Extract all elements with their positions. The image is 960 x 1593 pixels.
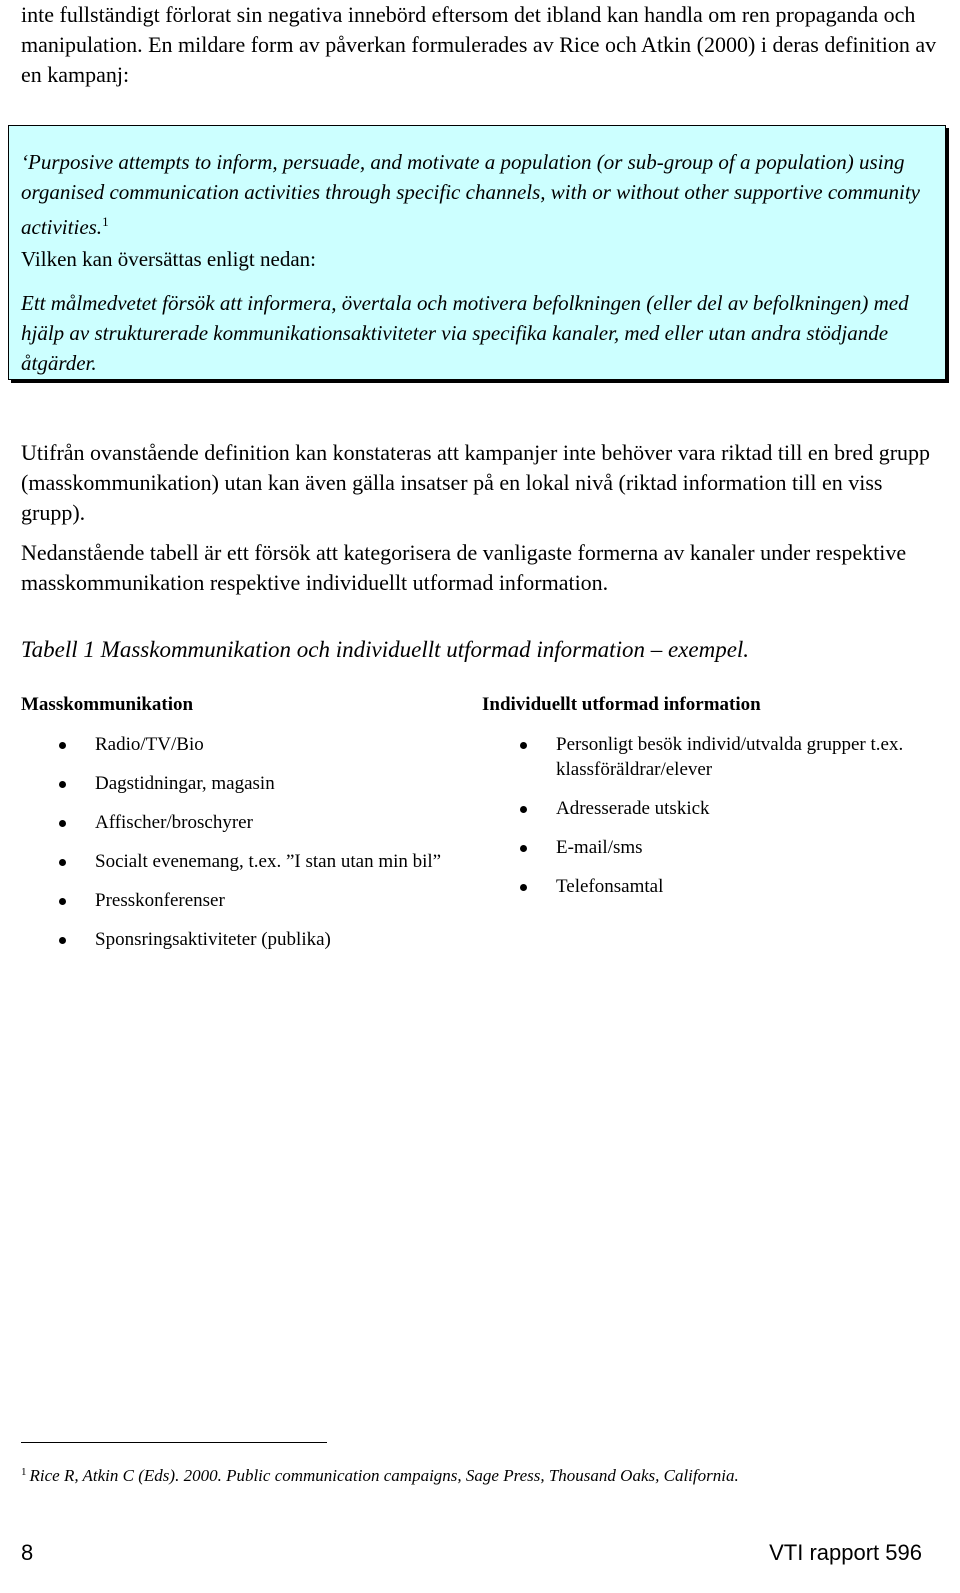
list-item <box>59 771 454 796</box>
definition-box <box>8 125 946 380</box>
list-item-text: Adresserade utskick <box>556 798 710 819</box>
list-item-text: Presskonferenser <box>95 890 225 911</box>
bullet-icon <box>59 781 66 788</box>
list-item <box>59 810 454 835</box>
footnote-reference[interactable]: 1 <box>102 214 109 229</box>
quote-text: ‘Purposive attempts to inform, persuade, and motivate a population (or sub-group of a population) using organised communication activities through specific channels, with or without other supportive community activities. <box>21 150 921 239</box>
individual-information-list <box>520 732 915 913</box>
footnote-number: 1 <box>21 1466 27 1478</box>
list-item-text: Dagstidningar, magasin <box>95 773 275 794</box>
list-item <box>59 849 454 874</box>
bullet-icon <box>59 859 66 866</box>
bullet-icon <box>59 898 66 905</box>
page-number: 8 <box>21 1540 34 1565</box>
bullet-icon <box>520 742 527 749</box>
english-definition-quote <box>21 147 936 242</box>
table-caption: Tabell 1 Masskommunikation och individuellt utformad information – exempel. <box>21 637 750 662</box>
footnote-text: Rice R, Atkin C (Eds). 2000. Public communication campaigns, Sage Press, Thousand Oaks, California. <box>29 1466 739 1485</box>
bullet-icon <box>59 820 66 827</box>
list-item-text: Telefonsamtal <box>556 876 664 897</box>
list-item <box>59 888 454 913</box>
list-item-text: Socialt evenemang, t.ex. ”I stan utan min bil” <box>95 851 442 872</box>
footnote <box>21 1466 739 1486</box>
list-item <box>59 732 454 757</box>
translation-lead: Vilken kan översättas enligt nedan: <box>21 247 316 271</box>
swedish-translation: Ett målmedvetet försök att informera, övertala och motivera befolkningen (eller del av befolkningen) med hjälp av strukturerade kommunikationsaktiviteter via specifika kanaler, med eller utan andra stödjande åtgärder. <box>21 291 909 375</box>
list-item <box>520 874 915 899</box>
list-item <box>520 732 915 782</box>
list-item-text: Sponsringsaktiviteter (publika) <box>95 929 331 950</box>
list-item-text: Affischer/broschyrer <box>95 812 253 833</box>
list-item <box>520 796 915 821</box>
bullet-icon <box>520 884 527 891</box>
intro-paragraph: inte fullständigt förlorat sin negativa innebörd eftersom det ibland kan handla om ren propaganda och manipulation. En mildare form av påverkan formulerades av Rice och Atkin (2000) i deras definition av en kampanj: <box>21 2 937 87</box>
list-item-text: E-mail/sms <box>556 837 643 858</box>
column-heading-individual: Individuellt utformad information <box>482 694 761 715</box>
mass-communication-list <box>59 732 454 966</box>
list-item-text: Personligt besök individ/utvalda grupper t.ex. klassföräldrar/elever <box>556 734 904 780</box>
list-item <box>59 927 454 952</box>
bullet-icon <box>520 845 527 852</box>
bullet-icon <box>59 937 66 944</box>
body-paragraph-1: Utifrån ovanstående definition kan konstateras att kampanjer inte behöver vara riktad till en bred grupp (masskommunikation) utan kan även gälla insatser på en lokal nivå (riktad information till en viss grupp). <box>21 440 931 525</box>
body-paragraph-2: Nedanstående tabell är ett försök att kategorisera de vanligaste formerna av kanaler under respektive masskommunikation respektive individuellt utformad information. <box>21 540 907 595</box>
list-item-text: Radio/TV/Bio <box>95 734 204 755</box>
list-item <box>520 835 915 860</box>
footnote-divider <box>21 1442 327 1443</box>
column-heading-mass: Masskommunikation <box>21 694 194 715</box>
bullet-icon <box>520 806 527 813</box>
bullet-icon <box>59 742 66 749</box>
report-name: VTI rapport 596 <box>769 1540 922 1565</box>
